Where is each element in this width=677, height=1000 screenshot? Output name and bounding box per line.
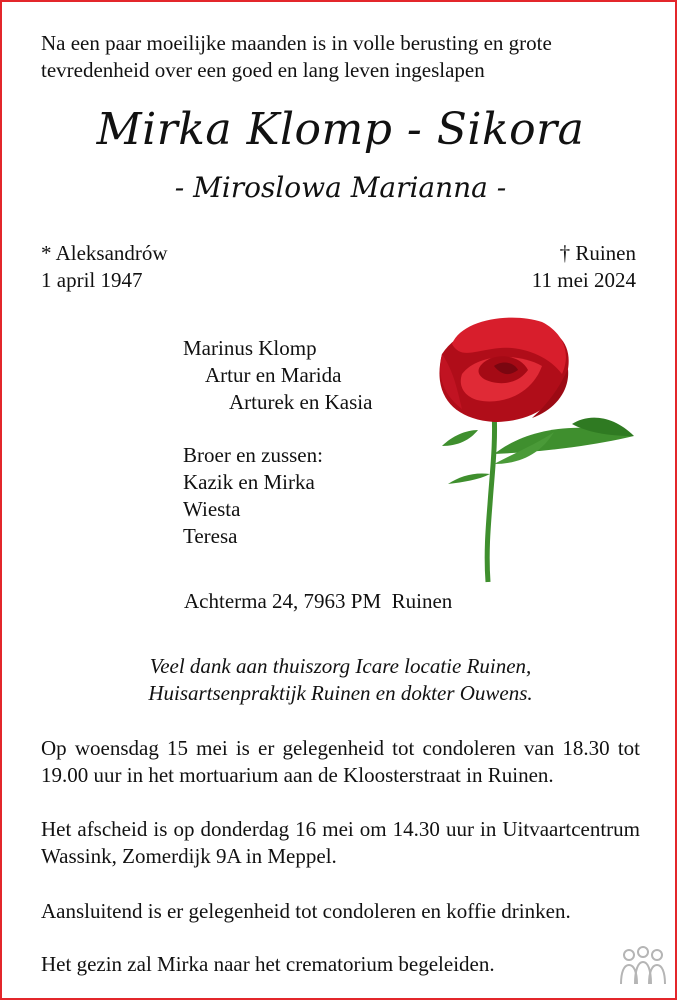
- intro-text: [41, 30, 641, 84]
- family-people-icon: [618, 946, 668, 988]
- sibling-item: Teresa: [183, 524, 238, 548]
- family-children: Artur en Marida: [205, 363, 342, 387]
- siblings-list: [183, 442, 323, 550]
- thanks-line-2: Huisartsenpraktijk Ruinen en dokter Ouwens.: [148, 681, 533, 705]
- coffee-paragraph: Aansluitend is er gelegenheid tot condoleren en koffie drinken.: [41, 899, 571, 923]
- deceased-alias: - Miroslowa Marianna -: [174, 171, 507, 204]
- condolence-paragraph: Op woensdag 15 mei is er gelegenheid tot condoleren van 18.30 tot 19.00 uur in het mortuarium aan de Kloosterstraat in Ruinen.: [41, 736, 640, 787]
- address: Achterma 24, 7963 PM Ruinen: [184, 589, 453, 613]
- birth-info: [41, 240, 168, 294]
- death-place: † Ruinen: [559, 241, 636, 265]
- cremation-paragraph: Het gezin zal Mirka naar het crematorium begeleiden.: [41, 952, 495, 976]
- intro-line-2: tevredenheid over een goed en lang leven ingeslapen: [41, 58, 485, 82]
- sibling-item: Kazik en Mirka: [183, 470, 315, 494]
- farewell-paragraph: Het afscheid is op donderdag 16 mei om 14.30 uur in Uitvaartcentrum Wassink, Zomerdijk 9A in Meppel.: [41, 817, 640, 868]
- family-grandchildren: Arturek en Kasia: [229, 390, 373, 414]
- family-list: [183, 335, 372, 416]
- birth-place: * Aleksandrów: [41, 241, 168, 265]
- family-partner: Marinus Klomp: [183, 336, 317, 360]
- rose-icon: [422, 314, 642, 584]
- deceased-name: Mirka Klomp - Sikora: [96, 104, 585, 155]
- thanks-note: [2, 653, 677, 707]
- death-info: [532, 240, 636, 294]
- death-date: 11 mei 2024: [531, 268, 636, 292]
- sibling-item: Wiesta: [183, 497, 241, 521]
- siblings-heading: Broer en zussen:: [183, 443, 323, 467]
- intro-line-1: Na een paar moeilijke maanden is in volle berusting en grote: [41, 31, 552, 55]
- thanks-line-1: Veel dank aan thuiszorg Icare locatie Ruinen,: [149, 654, 532, 678]
- birth-date: 1 april 1947: [41, 268, 143, 292]
